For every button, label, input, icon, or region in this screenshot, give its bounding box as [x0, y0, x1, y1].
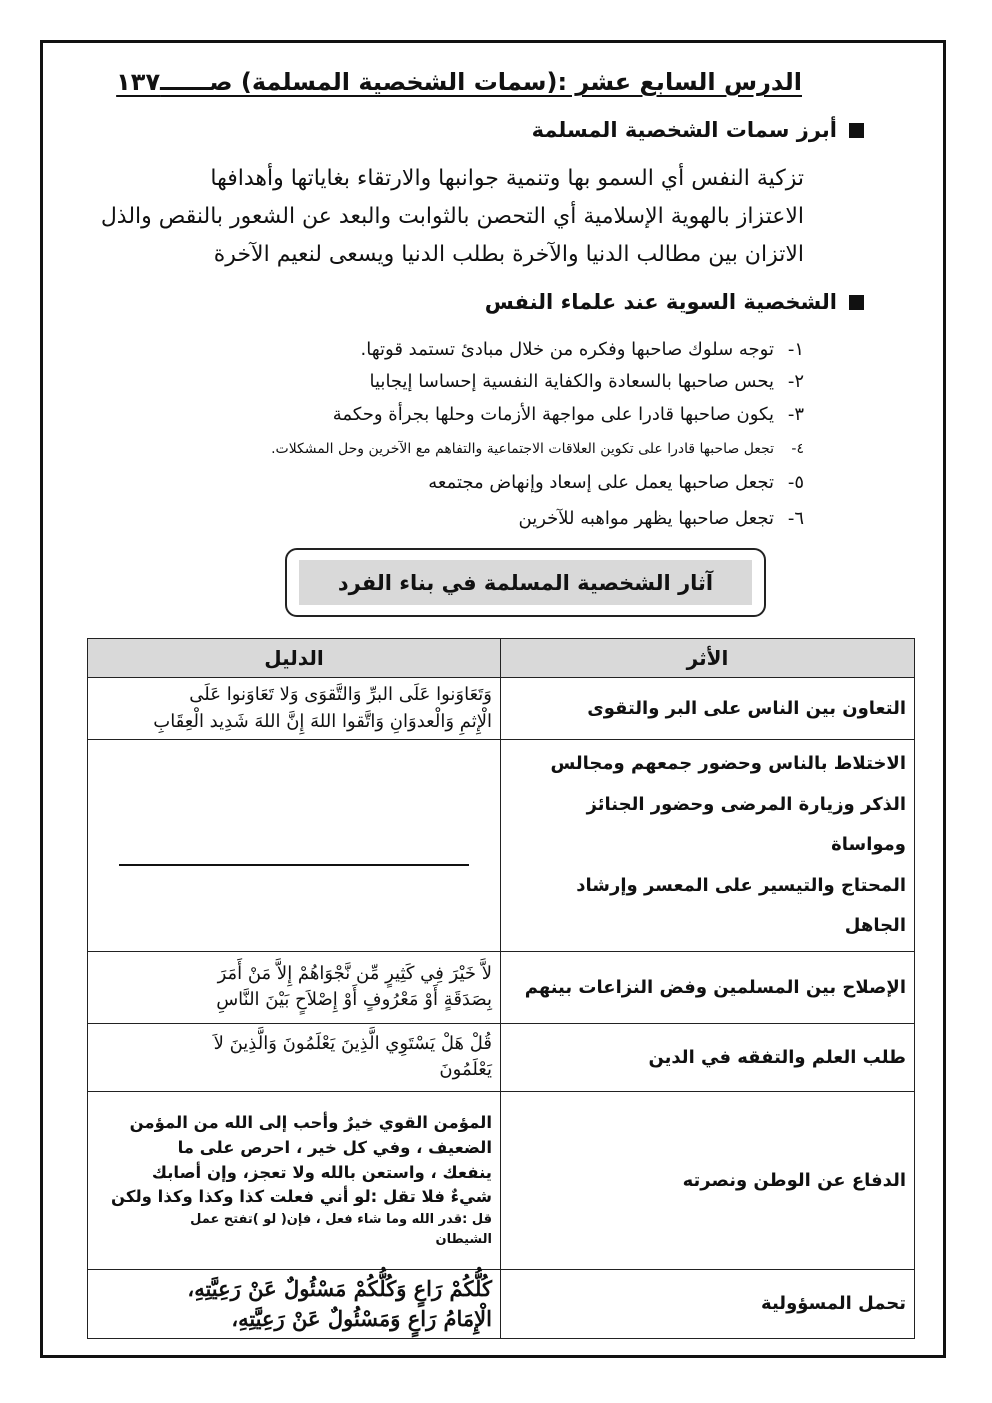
list-item: ١- توجه سلوك صاحبها وفكره من خلال مبادئ تستمد قوتها.	[360, 339, 804, 360]
table-row	[88, 1091, 915, 1269]
effects-table	[87, 638, 915, 1339]
list-item: ٦- تجعل صاحبها يظهر مواهبه للآخرين	[518, 508, 804, 529]
evidence-cell: المؤمن القوي خيرٌ وأحب إلى الله من المؤمن الضعيف ، وفي كل خير ، احرص على ما ينفعك ، واستعن بالله ولا تعجز، وإن أصابك شيءٌ فلا تقل :لو أني فعلت كذا وكذا وكذا ولكن قل :قدر الله وما شاء فعل ، فإن( لو )تفتح عمل الشيطان	[88, 1091, 501, 1269]
list-item: ٤- تجعل صاحبها قادرا على تكوين العلاقات الاجتماعية والتفاهم مع الآخرين وحل المشكلات.	[271, 441, 804, 457]
trait-1: تزكية النفس أي السمو بها وتنمية جوانبها والارتقاء بغاياتها وأهدافها	[210, 166, 804, 191]
effect-cell: تحمل المسؤولية	[501, 1269, 915, 1339]
header-effect: الأثر	[501, 639, 915, 678]
list-item: ٣- يكون صاحبها قادرا على مواجهة الأزمات وحلها بجرأة وحكمة	[332, 404, 804, 425]
effects-title: آثار الشخصية المسلمة في بناء الفرد	[299, 560, 752, 605]
evidence-cell: كُلُّكُمْ رَاعٍ وَكُلُّكُمْ مَسْئُولٌ عَنْ رَعِيَّتِهِ، الْإِمَامُ رَاعٍ وَمَسْئُولٌ عَنْ رَعِيَّتِهِ،	[88, 1269, 501, 1339]
evidence-cell: لاَّ خَيْرَ فِي كَثِيرٍ مِّن نَّجْوَاهُمْ إِلاَّ مَنْ أَمَرَ بِصَدَقَةٍ أَوْ مَعْرُوفٍ أَوْ إِصْلاَحٍ بَيْنَ النَّاسِ	[88, 951, 501, 1023]
effect-cell: الإصلاح بين المسلمين وفض النزاعات بينهم	[501, 951, 915, 1023]
lesson-title: الدرس السابع عشر :(سمات الشخصية المسلمة) صــــــ١٣٧	[116, 68, 802, 96]
table-row	[88, 951, 915, 1023]
section1-heading-text: أبرز سمات الشخصية المسلمة	[531, 118, 837, 142]
table-row	[88, 678, 915, 740]
square-bullet-icon	[849, 295, 864, 310]
trait-3: الاتزان بين مطالب الدنيا والآخرة بطلب الدنيا ويسعى لنعيم الآخرة	[213, 242, 804, 267]
table-row	[88, 740, 915, 952]
effect-cell: الدفاع عن الوطن ونصرته	[501, 1091, 915, 1269]
evidence-cell: قُلْ هَلْ يَسْتَوِي الَّذِينَ يَعْلَمُونَ وَالَّذِينَ لاَ يَعْلَمُونَ	[88, 1023, 501, 1091]
header-evidence: الدليل	[88, 639, 501, 678]
square-bullet-icon	[849, 123, 864, 138]
list-item: ٢- يحس صاحبها بالسعادة والكفاية النفسية إحساسا إيجابيا	[369, 371, 804, 392]
trait-2: الاعتزاز بالهوية الإسلامية أي التحصن بالثوابت والبعد عن الشعور بالنقص والذل	[100, 204, 804, 229]
effect-cell: التعاون بين الناس على البر والتقوى	[501, 678, 915, 740]
table-row	[88, 1269, 915, 1339]
evidence-cell-blank	[88, 740, 501, 952]
section1-heading	[532, 118, 864, 142]
section2-heading	[485, 290, 864, 314]
table-row	[88, 1023, 915, 1091]
table-header-row	[88, 639, 915, 678]
blank-answer-line	[119, 864, 469, 866]
section2-heading-text: الشخصية السوية عند علماء النفس	[484, 290, 837, 314]
evidence-cell: وَتَعَاوَنوا عَلَى البرِّ وَالتَّقوَى وَلا تَعَاوَنوا عَلَى الْإِثمِ وَالْعدوَانِ وَاتَّقوا اللهَ إِنَّ اللهَ شَدِيد الْعِقَابِ	[88, 678, 501, 740]
effect-cell: الاختلاط بالناس وحضور جمعهم ومجالس الذكر وزيارة المرضى وحضور الجنائز ومواساة المحتاج والتيسير على المعسر وإرشاد الجاهل	[501, 740, 915, 952]
effects-title-box	[285, 548, 766, 617]
effect-cell: طلب العلم والتفقه في الدين	[501, 1023, 915, 1091]
list-item: ٥- تجعل صاحبها يعمل على إسعاد وإنهاض مجتمعه	[428, 472, 804, 493]
